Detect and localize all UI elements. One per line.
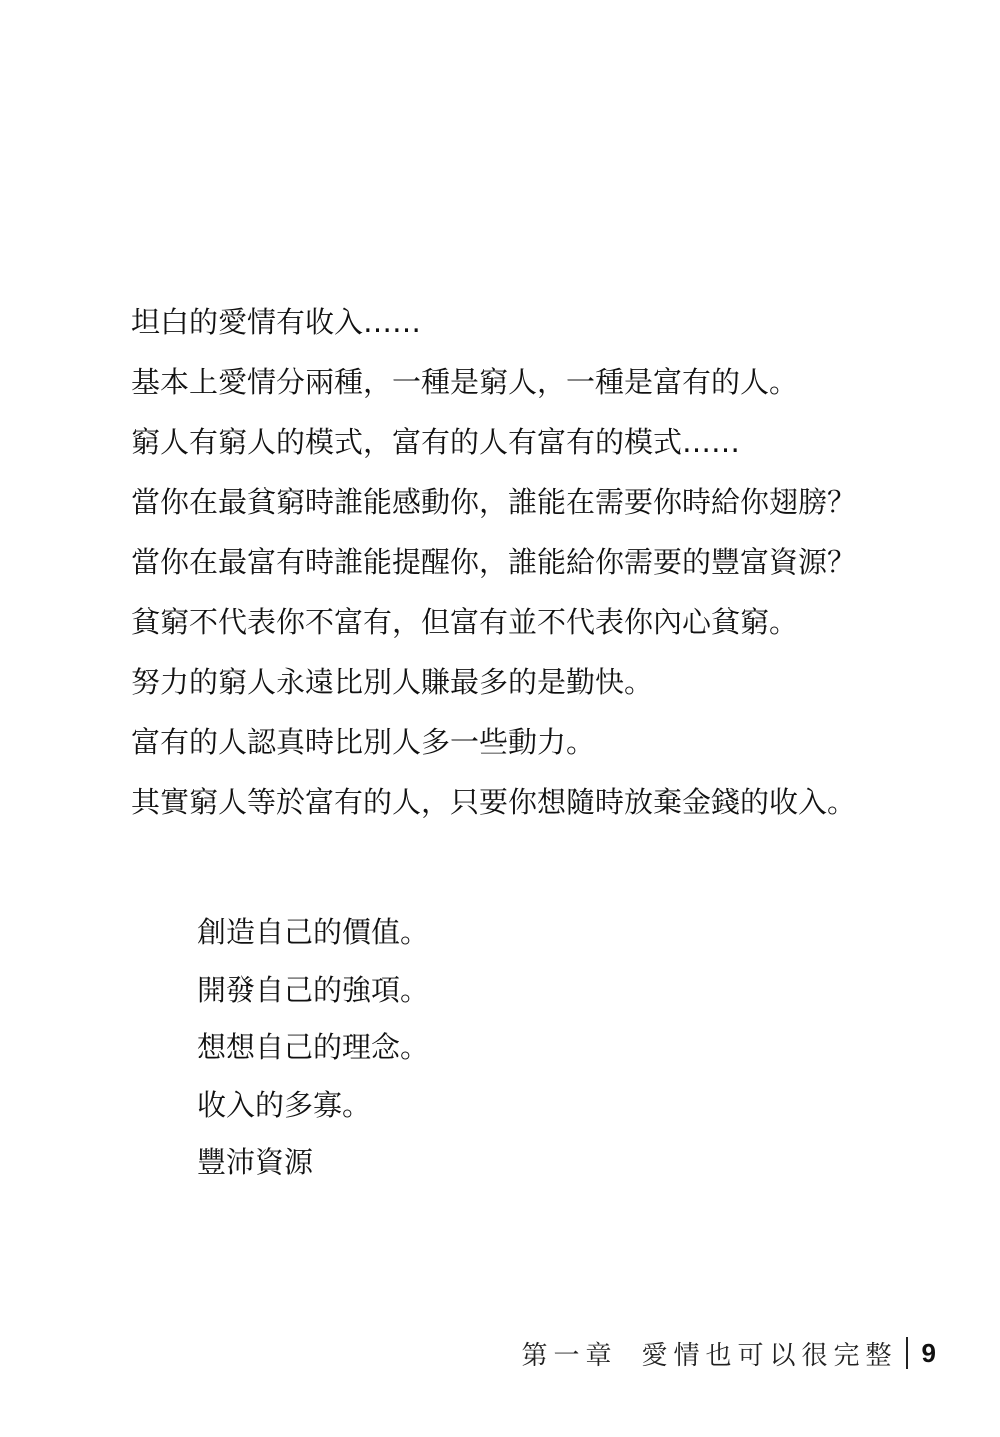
text-line: 努力的窮人永遠比別人賺最多的是勤快。 bbox=[131, 665, 654, 699]
page-footer bbox=[522, 1333, 937, 1373]
list-item: 豐沛資源 bbox=[197, 1145, 314, 1179]
text-line: 貧窮不代表你不富有，但富有並不代表你內心貧窮。 bbox=[131, 605, 799, 639]
text-line: 其實窮人等於富有的人，只要你想隨時放棄金錢的收入。 bbox=[131, 785, 857, 819]
chapter-label: 第一章 bbox=[521, 1340, 618, 1371]
text-line: 當你在最富有時誰能提醒你，誰能給你需要的豐富資源？ bbox=[131, 545, 857, 579]
footer-divider bbox=[906, 1337, 908, 1369]
main-paragraph bbox=[131, 292, 951, 832]
text-line: 富有的人認真時比別人多一些動力。 bbox=[131, 725, 596, 759]
text-line: 坦白的愛情有收入…… bbox=[131, 305, 422, 339]
list-item: 開發自己的強項。 bbox=[197, 972, 430, 1007]
text-line: 基本上愛情分兩種，一種是窮人，一種是富有的人。 bbox=[131, 365, 799, 399]
indented-list bbox=[197, 904, 897, 1192]
list-item: 想想自己的理念。 bbox=[197, 1030, 430, 1064]
chapter-title: 愛情也可以很完整 bbox=[641, 1340, 898, 1371]
text-line: 窮人有窮人的模式，富有的人有富有的模式…… bbox=[131, 425, 741, 459]
text-line: 當你在最貧窮時誰能感動你，誰能在需要你時給你翅膀？ bbox=[131, 485, 857, 519]
page-number: 9 bbox=[921, 1337, 936, 1368]
list-item: 收入的多寡。 bbox=[197, 1087, 372, 1122]
list-item: 創造自己的價值。 bbox=[197, 915, 430, 949]
